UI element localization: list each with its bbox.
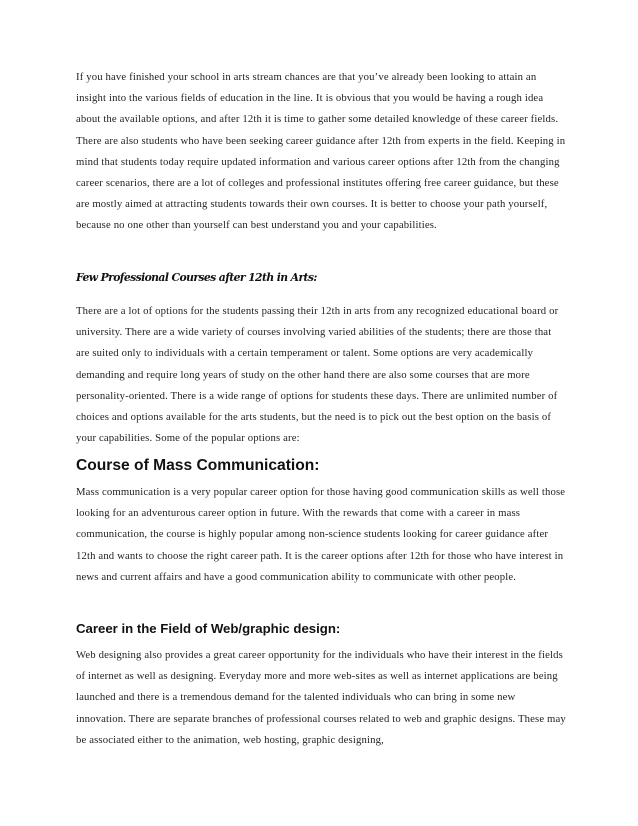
professional-courses-paragraph: There are a lot of options for the students passing their 12th in arts from any recognized educational board or university. There are a wide variety of courses involving varied abilities of the students; there are those that are suited only to individuals with a certain temperament or talent. Some options are very academically demanding and require long years of study on the other hand there are also some courses that are more personality-oriented. There is a wide range of options for students these days. There are unlimited number of choices and options available for the arts students, but the need is to pick out the best option on the basis of your capabilities. Some of the popular options are: (76, 305, 559, 445)
section-heading-web-graphic-design: Career in the Field of Web/graphic design: (76, 621, 341, 636)
intro-paragraph: If you have finished your school in arts stream chances are that you’ve already been looking to attain an insight into the various fields of education in the line. It is obvious that you would be having a rough idea about the available options, and after 12th it is time to gather some detailed knowledge of these career fields. There are also students who have been seeking career guidance after 12th from experts in the field. Keeping in mind that students today require updated information and various career options after 12th from the changing career scenarios, there are a lot of colleges and professional institutes offering free career guidance, but these are mostly aimed at attracting students towards their own courses. It is better to choose your path yourself, because no one other than yourself can best understand you and your capabilities. (76, 71, 566, 232)
mass-communication-paragraph: Mass communication is a very popular career option for those having good communication skills as well those looking for an adventurous career option in future. With the rewards that come with a career in mass communication, the course is highly popular among non-science students looking for career guidance after 12th and wants to choose the right career path. It is the career options after 12th for those who have interest in news and current affairs and have a good communication ability to communicate with other people. (76, 486, 566, 583)
section-heading-professional-courses: Few Professional Courses after 12th in Arts: (76, 271, 317, 284)
web-graphic-design-paragraph: Web designing also provides a great career opportunity for the individuals who have their interest in the fields of internet as well as designing. Everyday more and more web-sites as well as internet applications are being launched and there is a tremendous demand for the talented individuals who can bring in some new innovation. There are separate branches of professional courses related to web and graphic designs. These may be associated either to the animation, web hosting, graphic designing, (76, 649, 566, 746)
section-heading-mass-communication: Course of Mass Communication: (76, 457, 320, 474)
